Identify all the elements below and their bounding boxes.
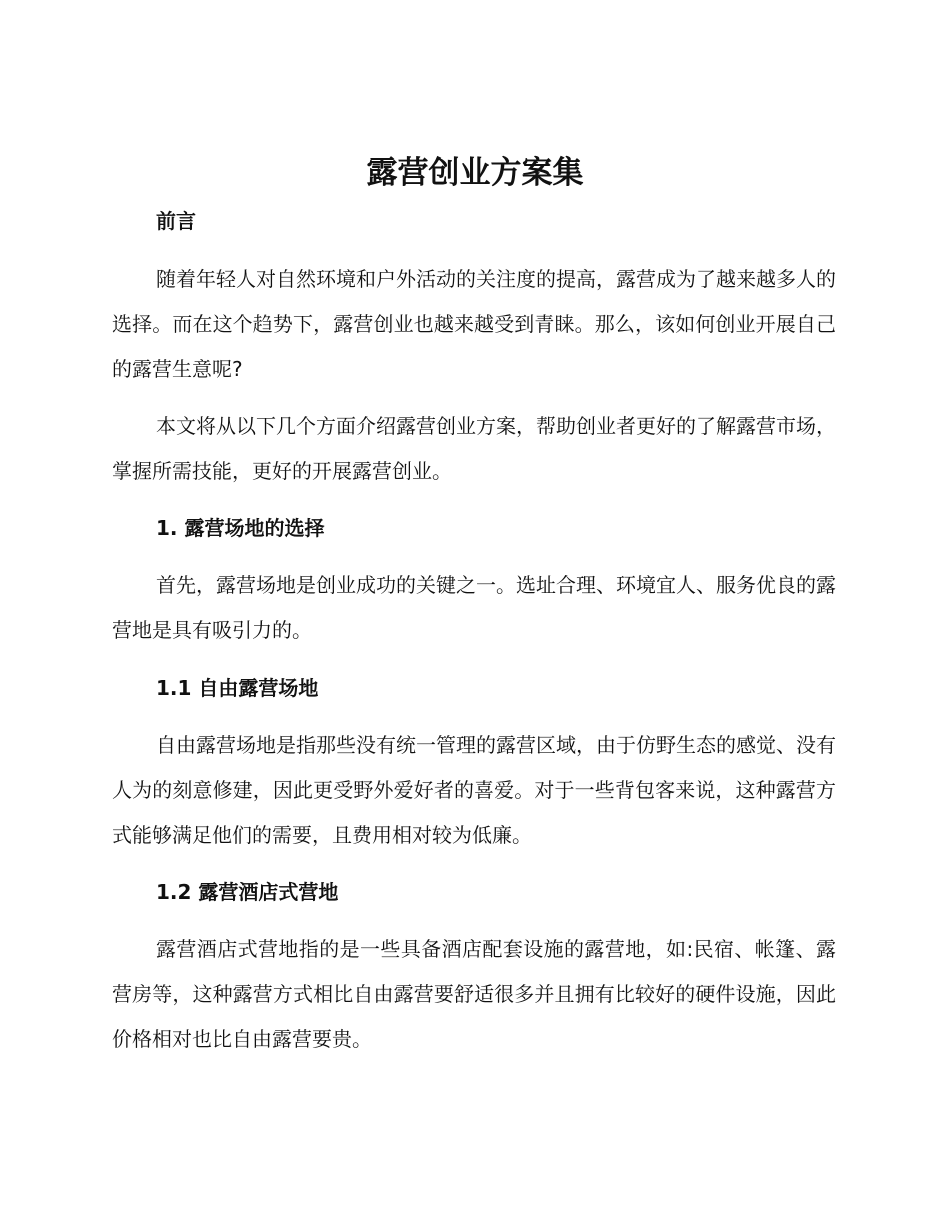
section-1-paragraph: 首先，露营场地是创业成功的关键之一。选址合理、环境宜人、服务优良的露营地是具有吸引力的。 <box>112 573 836 642</box>
preface-heading: 前言 <box>156 209 196 233</box>
section-1-2-paragraph: 露营酒店式营地指的是一些具备酒店配套设施的露营地，如:民宿、帐篷、露营房等，这种露营方式相比自由露营要舒适很多并且拥有比较好的硬件设施，因此价格相对也比自由露营要贵。 <box>112 937 836 1051</box>
section-1-heading: 1. 露营场地的选择 <box>156 516 325 540</box>
preface-paragraph-1: 随着年轻人对自然环境和户外活动的关注度的提高，露营成为了越来越多人的选择。而在这个趋势下，露营创业也越来越受到青睐。那么，该如何创业开展自己的露营生意呢? <box>112 267 836 381</box>
section-1-1-paragraph: 自由露营场地是指那些没有统一管理的露营区域，由于仿野生态的感觉、没有人为的刻意修建，因此更受野外爱好者的喜爱。对于一些背包客来说，这种露营方式能够满足他们的需要，且费用相对较为低廉。 <box>112 733 836 847</box>
section-1-2-heading: 1.2 露营酒店式营地 <box>156 880 339 904</box>
preface-paragraph-2: 本文将从以下几个方面介绍露营创业方案，帮助创业者更好的了解露营市场，掌握所需技能，更好的开展露营创业。 <box>112 414 836 483</box>
document-title: 露营创业方案集 <box>366 155 584 191</box>
section-1-1-heading: 1.1 自由露营场地 <box>156 676 319 700</box>
